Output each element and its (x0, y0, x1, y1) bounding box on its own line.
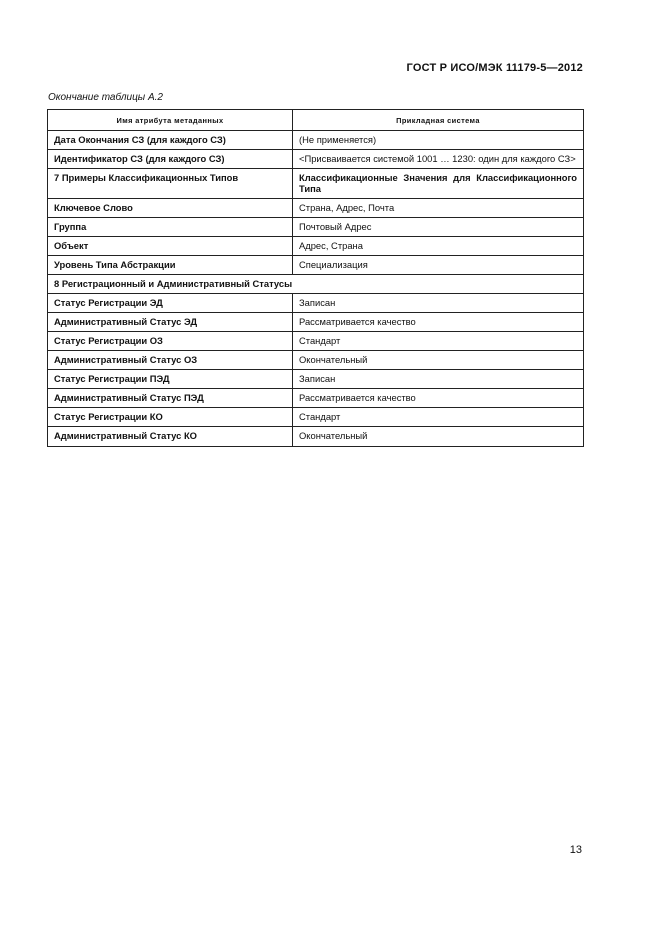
table-row (48, 332, 584, 351)
attribute-name-cell: Статус Регистрации ПЭД (48, 370, 293, 389)
attribute-name-cell: Ключевое Слово (48, 199, 293, 218)
attribute-name-cell: Статус Регистрации ОЗ (48, 332, 293, 351)
section-title: 8 Регистрационный и Административный Статусы (48, 275, 584, 294)
attribute-name-cell: Идентификатор СЗ (для каждого СЗ) (48, 150, 293, 169)
attribute-name-cell: Административный Статус ПЭД (48, 389, 293, 408)
attribute-value-cell: (Не применяется) (293, 131, 584, 150)
attribute-name-cell: Уровень Типа Абстракции (48, 256, 293, 275)
page-number: 13 (569, 844, 582, 856)
table-row (48, 169, 584, 199)
table-row (48, 150, 584, 169)
attribute-value-cell: Стандарт (293, 332, 584, 351)
attribute-name-cell: Административный Статус КО (48, 427, 293, 447)
attribute-value-cell: Рассматривается качество (293, 389, 584, 408)
table-row (48, 256, 584, 275)
attribute-name-cell: Статус Регистрации КО (48, 408, 293, 427)
table-row (48, 389, 584, 408)
attribute-value-cell: Стандарт (293, 408, 584, 427)
attribute-value-cell: Адрес, Страна (293, 237, 584, 256)
table-row (48, 131, 584, 150)
attribute-value-cell: Специализация (293, 256, 584, 275)
table-row (48, 427, 584, 447)
attribute-value-cell: Рассматривается качество (293, 313, 584, 332)
table-row (48, 237, 584, 256)
table-row (48, 294, 584, 313)
table-caption: Окончание таблицы А.2 (48, 92, 163, 103)
attribute-value-cell: Почтовый Адрес (293, 218, 584, 237)
attribute-name-cell: Статус Регистрации ЭД (48, 294, 293, 313)
attribute-name-cell: Группа (48, 218, 293, 237)
attribute-value-cell: Окончательный (293, 351, 584, 370)
attribute-name-cell: Объект (48, 237, 293, 256)
table-body (48, 131, 584, 447)
table-row (48, 408, 584, 427)
metadata-table (47, 109, 584, 447)
attribute-value-cell: Записан (293, 294, 584, 313)
table-row (48, 351, 584, 370)
table-row (48, 199, 584, 218)
attribute-name-cell: Административный Статус ЭД (48, 313, 293, 332)
attribute-name-cell: Административный Статус ОЗ (48, 351, 293, 370)
attribute-name-cell: Дата Окончания СЗ (для каждого СЗ) (48, 131, 293, 150)
attribute-name-cell: 7 Примеры Классификационных Типов (48, 169, 293, 199)
attribute-value-cell: Страна, Адрес, Почта (293, 199, 584, 218)
column-header-application-system: Прикладная система (293, 110, 584, 131)
attribute-value-cell: Записан (293, 370, 584, 389)
attribute-value-cell: <Присваивается системой 1001 … 1230: один для каждого СЗ> (293, 150, 584, 169)
table-row (48, 370, 584, 389)
table-header-row (48, 110, 584, 131)
column-header-attribute-name: Имя атрибута метаданных (48, 110, 293, 131)
standard-code: ГОСТ Р ИСО/МЭК 11179-5—2012 (406, 62, 583, 74)
attribute-value-cell: Окончательный (293, 427, 584, 447)
attribute-value-cell: Классификационные Значения для Классификационного Типа (293, 169, 584, 199)
table-row (48, 313, 584, 332)
table-row (48, 218, 584, 237)
table-section-row (48, 275, 584, 294)
